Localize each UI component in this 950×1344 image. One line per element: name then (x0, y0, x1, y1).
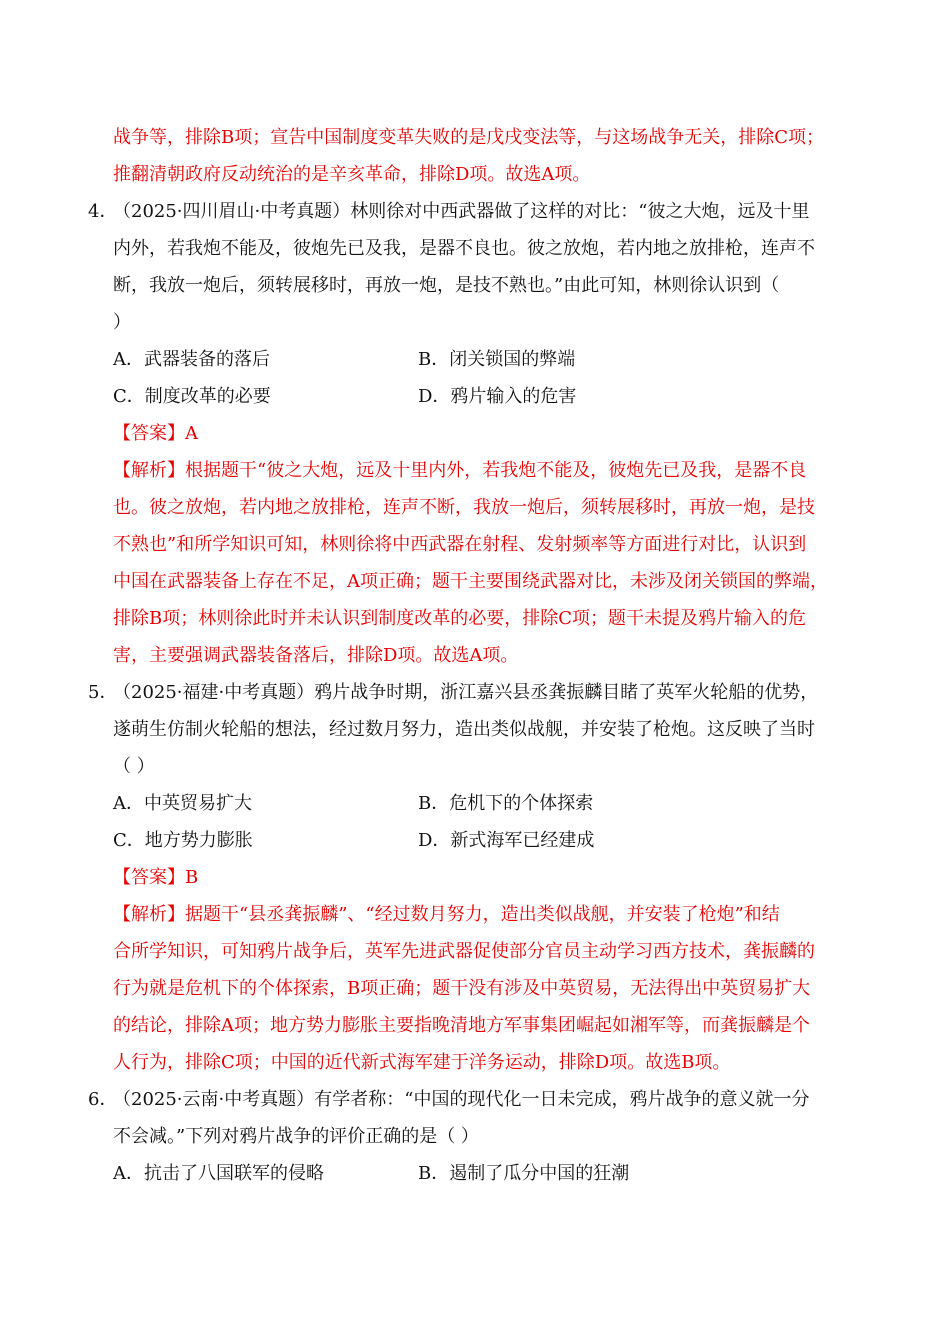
analysis-line: 不熟也”和所学知识可知，林则徐将中西武器在射程、发射频率等方面进行对比，认识到 (113, 534, 807, 555)
option-a: A．抗击了八国联军的侵略 (113, 1163, 324, 1184)
analysis-line: 害，主要强调武器装备落后，排除D项。故选A项。 (113, 645, 519, 666)
analysis-line: 【解析】根据题干“彼之大炮，远及十里内外，若我炮不能及，彼炮先已及我，是器不良 (113, 460, 807, 481)
analysis-line: 人行为，排除C项；中国的近代新式海军建于洋务运动，排除D项。故选B项。 (113, 1052, 731, 1073)
analysis-line: 行为就是危机下的个体探索，B项正确；题干没有涉及中英贸易，无法得出中英贸易扩大 (113, 978, 811, 999)
question-number: 4． (88, 201, 118, 222)
analysis-line: 也。彼之放炮，若内地之放排枪，连声不断，我放一炮后，须转展移时，再放一炮，是技 (113, 497, 815, 518)
option-b: B．闭关锁国的弊端 (418, 349, 576, 370)
option-c: C．地方势力膨胀 (113, 830, 253, 851)
analysis-line: 中国在武器装备上存在不足，A项正确；题干主要围绕武器对比，未涉及闭关锁国的弊端， (113, 571, 828, 592)
question-stem-line: 遂萌生仿制火轮船的想法，经过数月努力，造出类似战舰，并安装了枪炮。这反映了当时 (113, 719, 815, 740)
analysis-line: 的结论，排除A项；地方势力膨胀主要指晚清地方军事集团崛起如湘军等，而龚振麟是个 (113, 1015, 810, 1036)
question-stem-line: （ ） (113, 756, 155, 777)
answer-label: 【答案】B (113, 867, 199, 888)
option-a: A．武器装备的落后 (113, 349, 270, 370)
question-stem-line: 不会减。”下列对鸦片战争的评价正确的是（ ） (113, 1126, 479, 1147)
analysis-line: 合所学知识，可知鸦片战争后，英军先进武器促使部分官员主动学习西方技术，龚振麟的 (113, 941, 815, 962)
option-a: A．中英贸易扩大 (113, 793, 252, 814)
option-b: B．遏制了瓜分中国的狂潮 (418, 1163, 630, 1184)
option-c: C．制度改革的必要 (113, 386, 271, 407)
question-stem-line: （2025·福建·中考真题）鸦片战争时期，浙江嘉兴县丞龚振麟目睹了英军火轮船的优势， (113, 682, 819, 703)
question-stem-line: （2025·四川眉山·中考真题）林则徐对中西武器做了这样的对比：“彼之大炮，远及十里 (113, 201, 810, 222)
analysis-line: 排除B项；林则徐此时并未认识到制度改革的必要，排除C项；题干未提及鸦片输入的危 (113, 608, 806, 629)
question-number: 6． (88, 1089, 118, 1110)
question-stem-line: 断，我放一炮后，须转展移时，再放一炮，是技不熟也。”由此可知，林则徐认识到（ (113, 275, 780, 296)
option-d: D．鸦片输入的危害 (418, 386, 577, 407)
question-number: 5． (88, 682, 118, 703)
option-d: D．新式海军已经建成 (418, 830, 595, 851)
question-stem-line: 内外，若我炮不能及，彼炮先已及我，是器不良也。彼之放炮，若内地之放排枪，连声不 (113, 238, 815, 259)
option-b: B．危机下的个体探索 (418, 793, 594, 814)
analysis-line: 【解析】据题干“县丞龚振麟”、“经过数月努力，造出类似战舰，并安装了枪炮”和结 (113, 904, 780, 925)
question-stem-line: （2025·云南·中考真题）有学者称：“中国的现代化一日未完成，鸦片战争的意义就一分 (113, 1089, 810, 1110)
answer-label: 【答案】A (113, 423, 198, 444)
question-stem-line: ） (113, 312, 131, 333)
carryover-line: 战争等，排除B项；宣告中国制度变革失败的是戊戌变法等，与这场战争无关，排除C项； (113, 127, 824, 148)
carryover-line: 推翻清朝政府反动统治的是辛亥革命，排除D项。故选A项。 (113, 164, 591, 185)
